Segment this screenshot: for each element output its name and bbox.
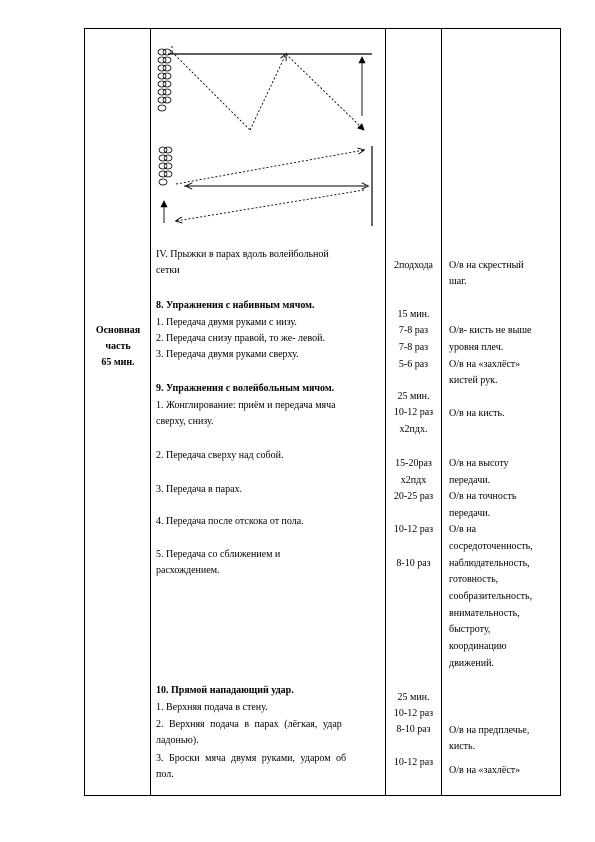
note-line: О/в на высоту [449,458,509,469]
exercise-heading: 9. Упражнения с волейбольным мячом. [156,383,335,394]
exercise-heading: 8. Упражнения с набивным мячом. [156,300,315,311]
note-line: сообразительность, [449,591,533,602]
exercise-line: 2. Передача снизу правой, то же- левой. [156,333,325,344]
note-line: О/в на предплечье, [449,725,530,736]
note-line: О/в на скрестный [449,260,524,271]
exercise-line: 3. Передача в парах. [156,484,243,495]
note-line: уровня плеч. [449,342,504,353]
dosage-value: 7-8 раз [398,325,429,336]
exercise-line: 1. Верхняя подача в стену. [156,702,268,713]
dosage-value: 25 мин. [397,692,430,703]
exercise-heading: 10. Прямой нападающий удар. [156,685,294,696]
note-line: быстроту, [449,624,491,635]
note-line: О/в на [449,524,477,535]
note-line: координацию [449,641,507,652]
note-line: наблюдательность, [449,558,530,569]
players-group-top [158,49,171,111]
exercise-line: 4. Передача после отскока от пола. [156,516,304,527]
note-line: О/в- кисть не выше [449,325,532,336]
dosage-value: х2пдх. [399,424,428,435]
col-divider-3 [441,28,442,796]
note-line: движений. [449,658,494,669]
exercise-diagram [150,38,382,238]
dosage-value: 5-6 раз [398,359,429,370]
exercise-line: IV. Прыжки в парах вдоль волейбольной [156,249,329,260]
dosage-value: 7-8 раз [398,342,429,353]
table-top-border [84,28,561,29]
exercise-line: 2. Передача сверху над собой. [156,450,284,461]
table-left-border [84,28,85,796]
trajectory-top [172,46,364,130]
dosage-value: 15 мин. [397,309,430,320]
exercise-line: сверху, снизу. [156,416,214,427]
note-line: готовность, [449,574,499,585]
dosage-value: 20-25 раз [393,491,434,502]
exercise-line: 1. Жонглирование: приём и передача мяча [156,400,336,411]
dosage-value: 8-10 раз [396,724,431,735]
dosage-value: 10-12 раз [393,407,434,418]
dosage-value: 2подхода [393,260,433,271]
note-line: внимательность, [449,608,520,619]
note-line: передачи. [449,508,491,519]
table-bottom-border [84,795,561,796]
section-label-line: 65 мин. [101,357,135,368]
trajectory-bottom [176,150,368,221]
dosage-value: 10-12 раз [393,708,434,719]
note-line: О/в на точность [449,491,517,502]
note-line: кистей рук. [449,375,498,386]
note-line: О/в на «захлёст» [449,765,521,776]
note-line: кисть. [449,741,476,752]
dosage-value: 10-12 раз [393,524,434,535]
note-line: сосредоточенность, [449,541,533,552]
dosage-value: 10-12 раз [393,757,434,768]
dosage-value: х2пдх [400,475,427,486]
exercise-line: 5. Передача со сближением и [156,549,281,560]
exercise-line: 3. Передача двумя руками сверху. [156,349,299,360]
note-line: О/в на кисть. [449,408,505,419]
exercise-line: расхождением. [156,565,220,576]
exercise-line: 3. Броски мяча двумя руками, ударом об [156,753,347,764]
table-right-border [560,28,561,796]
note-line: О/в на «захлёст» [449,359,521,370]
section-label-line: Основная [95,325,141,336]
dosage-value: 8-10 раз [396,558,431,569]
exercise-line: ладонью). [156,735,199,746]
note-line: передачи. [449,475,491,486]
players-group-bottom [159,147,172,185]
dosage-value: 15-20раз [395,458,432,469]
exercise-line: пол. [156,769,174,780]
dosage-value: 25 мин. [397,391,430,402]
section-label [88,323,148,371]
exercise-line: 1. Передача двумя руками с низу. [156,317,297,328]
note-line: шаг. [449,276,467,287]
section-label-line: часть [105,341,131,352]
exercise-line: сетки [156,265,180,276]
exercise-line: 2. Верхняя подача в парах (лёгкая, удар [156,719,342,730]
